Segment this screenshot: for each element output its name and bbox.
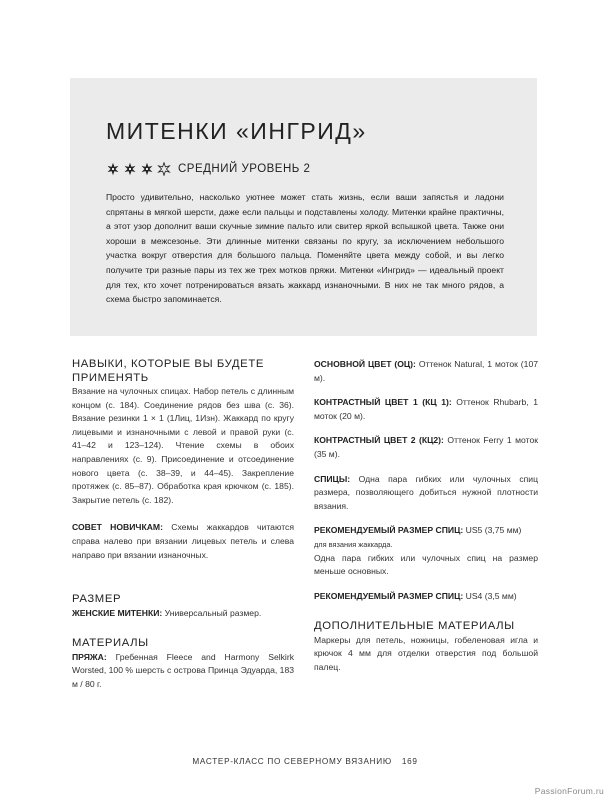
right-column — [314, 358, 538, 675]
left-column — [72, 358, 294, 692]
extra-materials-heading: ДОПОЛНИТЕЛЬНЫЕ МАТЕРИАЛЫ — [314, 620, 515, 633]
recommended-needle-size-1 — [314, 524, 538, 538]
extra-materials-text: Маркеры для петель, ножницы, гобеленовая игла и крючок 4 мм для отделки отверстия под большой палец. — [314, 634, 538, 672]
main-color — [314, 358, 538, 385]
tip-text: Схемы жаккардов читаются справа налево при вязании лицевых петель и слева направо при вязании изнаночных. — [72, 522, 295, 560]
beginner-tip — [72, 521, 294, 562]
rec1-text: Одна пара гибких или чулочных спиц на размер меньше основных. — [314, 552, 538, 577]
snowflake-icon — [140, 162, 154, 176]
rec2-label: РЕКОМЕНДУЕМЫЙ РАЗМЕР СПИЦ: — [314, 590, 464, 601]
contrast-color-2 — [314, 434, 538, 461]
intro-box — [70, 78, 537, 336]
difficulty-level — [106, 162, 310, 176]
snowflake-icon — [123, 162, 137, 176]
page-number: 169 — [401, 757, 418, 766]
needles-label: СПИЦЫ: — [314, 473, 351, 484]
snowflake-icon — [106, 162, 120, 176]
snowflake-outline-icon — [157, 162, 171, 176]
yarn-text — [72, 651, 294, 692]
skills-heading: НАВЫКИ, КОТОРЫЕ ВЫ БУДЕТЕ ПРИМЕНЯТЬ — [72, 358, 264, 384]
contrast-color-1 — [314, 396, 538, 423]
main-color-value: Оттенок Natural, 1 моток (107 м). — [314, 359, 539, 383]
intro-paragraph: Просто удивительно, насколько уютнее может стать жизнь, если ваши запястья и ладони спрятаны в мягкой шерсти, даже если пальцы и подставлены холоду. Митенки крайне практичны, а этот узор дополнит ваши скучные зимние пальто или свитер яркой вспышкой цвета. Также они хороши в межсезонье. Эти длинные митенки связаны по кругу, за исключением небольшого участка вокруг отверстия для большого пальца. Поменяйте цвета между собой, и вы легко получите три разные пары из тех же трех мотков пряжи. Митенки «Ингрид» — идеальный проект для тех, кто хочет потренироваться вязать жаккард изнаночными. В них не так много рядов, а схема быстро запоминается. — [106, 192, 504, 305]
watermark: PassionForum.ru — [534, 786, 604, 796]
recommended-needle-size-2 — [314, 590, 538, 604]
yarn-label: ПРЯЖА: — [72, 651, 107, 662]
yarn-value: Гребенная Fleece and Harmony Selkirk Worsted, 100 % шерсть с острова Принца Эдуарда, 183 м / 80 г. — [72, 651, 294, 689]
tip-label: СОВЕТ НОВИЧКАМ: — [72, 522, 163, 533]
page-title: МИТЕНКИ «ИНГРИД» — [106, 118, 367, 144]
size-value: Универсальный размер. — [164, 607, 262, 618]
size-label: ЖЕНСКИЕ МИТЕНКИ: — [72, 607, 163, 618]
rec1-label: РЕКОМЕНДУЕМЫЙ РАЗМЕР СПИЦ: — [314, 525, 464, 536]
page-footer — [0, 757, 610, 766]
contrast-color-1-value: Оттенок Rhubarb, 1 моток (20 м). — [314, 397, 538, 421]
main-color-label: ОСНОВНОЙ ЦВЕТ (ОЦ): — [314, 359, 416, 369]
skills-text: Вязание на чулочных спицах. Набор петель с длинным концом (с. 184). Соединение рядов без шва (с. 36). Вязание резинки 1 × 1 (1Лиц, 1Изн). Жаккард по кругу лицевыми и изнаночными с левой и правой руки (с. 41–42 и 123–124). Чтение схемы в обоих направлениях (с. 9). Присоединение и отсоединение нового цвета (с. 38–39, и 44–45). Закрепление протяжек (с. 85–87). Обработка края крючком (с. 185). Закрытие петель (с. 182). — [72, 386, 294, 505]
rec2-value: US4 (3,5 мм) — [465, 590, 517, 601]
size-heading: РАЗМЕР — [72, 593, 122, 606]
rec1-value: US5 (3,75 мм) — [465, 525, 522, 536]
running-title: МАСТЕР-КЛАСС ПО СЕВЕРНОМУ ВЯЗАНИЮ — [192, 757, 392, 766]
contrast-color-2-label: КОНТРАСТНЫЙ ЦВЕТ 2 (КЦ2): — [314, 435, 444, 446]
size-text — [72, 607, 294, 621]
needles-value: Одна пара гибких или чулочных спиц размера, позволяющего добиться нужной плотности вязания. — [314, 473, 539, 511]
contrast-color-1-label: КОНТРАСТНЫЙ ЦВЕТ 1 (КЦ 1): — [314, 397, 452, 408]
needles — [314, 473, 538, 514]
materials-heading: МАТЕРИАЛЫ — [72, 637, 149, 650]
rec1-note: для вязания жаккарда. — [314, 539, 393, 549]
contrast-color-2-value: Оттенок Ferry 1 моток (35 м). — [314, 435, 539, 459]
level-label: СРЕДНИЙ УРОВЕНЬ 2 — [178, 163, 311, 175]
difficulty-stars — [106, 162, 171, 176]
